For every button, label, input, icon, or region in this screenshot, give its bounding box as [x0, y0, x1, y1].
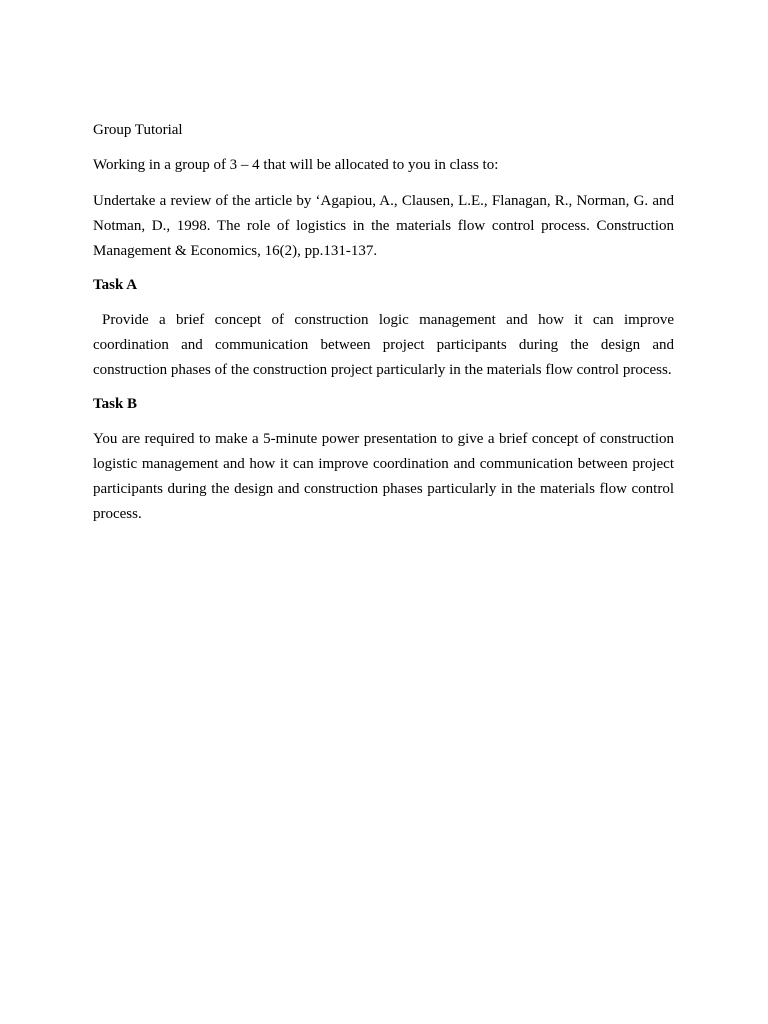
task-b-body: You are required to make a 5-minute power presentation to give a brief concept of construction logistic management and how it can improve coordination and communication between project participants during the design and construction phases particularly in the materials flow control process.	[93, 431, 674, 522]
review-paragraph: Undertake a review of the article by ‘Agapiou, A., Clausen, L.E., Flanagan, R., Norman, G. and Notman, D., 1998. The role of logistics in the materials flow control process. Construction Management & Economics, 16(2), pp.131-137.	[93, 193, 674, 259]
intro-paragraph: Working in a group of 3 – 4 that will be allocated to you in class to:	[93, 157, 499, 173]
task-b-heading: Task B	[93, 396, 138, 412]
task-a-body: Provide a brief concept of construction logic management and how it can improve coordination and communication between project participants during the design and construction phases of the construction project particularly in the materials flow control process.	[93, 312, 674, 378]
task-a-heading: Task A	[93, 277, 138, 293]
document-title: Group Tutorial	[93, 122, 183, 138]
document-page	[93, 119, 674, 537]
